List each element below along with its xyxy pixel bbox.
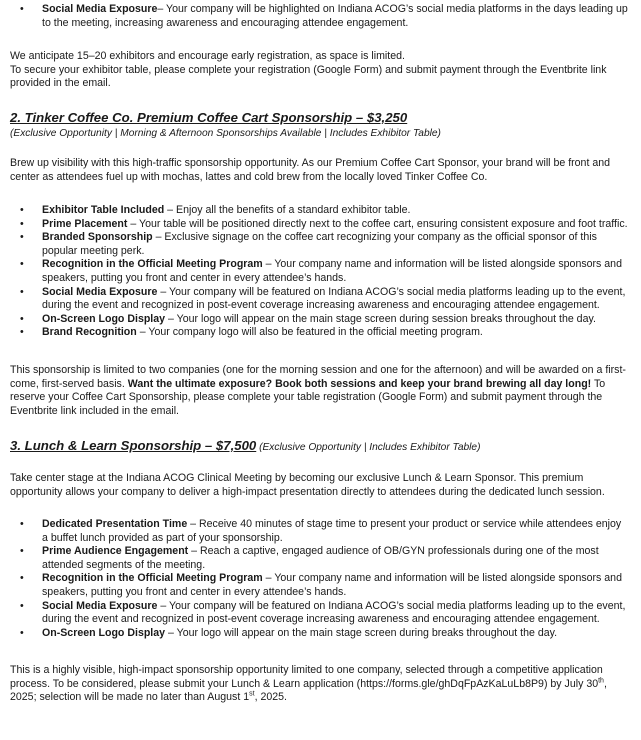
bullet-icon: • [20, 545, 24, 558]
section-closing [10, 364, 629, 418]
list-item [10, 3, 629, 30]
bullet-icon: • [20, 572, 24, 585]
bullet-icon: • [20, 217, 24, 230]
bullet-icon: • [20, 599, 24, 612]
closing-text: ) by July 30 [543, 677, 599, 690]
section-2-closing [10, 364, 629, 418]
benefit-text: – Your company logo will also be featured in the official meeting program. [136, 326, 483, 339]
list-item [10, 258, 629, 285]
section-2-heading [10, 110, 629, 141]
benefit-label: Social Media Exposure [42, 599, 158, 612]
benefit-text: – Your company will be highlighted on Indiana ACOG’s social media platforms in the days leading up to the meeting, increasing awareness and encouraging attendee engagement. [42, 3, 628, 29]
bullet-icon: • [20, 285, 24, 298]
closing-text: , 2025; selection will be made no later than August 1 [10, 677, 607, 704]
section-description: Take center stage at the Indiana ACOG Clinical Meeting by becoming our exclusive Lunch & Learn Sponsor. This premium opportunity allows your company to deliver a high-impact presentation directly to attendees during the dedicated lunch session. [10, 472, 605, 498]
section-subtitle: (Exclusive Opportunity | Includes Exhibitor Table) [256, 442, 481, 453]
benefit-text: – Your logo will appear on the main stage screen during breaks throughout the day. [165, 626, 558, 639]
intro-line: We anticipate 15–20 exhibitors and encourage early registration, as space is limited. [10, 50, 405, 62]
section-3-description [10, 472, 629, 499]
top-benefit-list [10, 3, 629, 30]
section-description: Brew up visibility with this high-traffic sponsorship opportunity. As our Premium Coffee Cart Sponsor, your brand will be front and center as attendees fuel up with mochas, lattes and cold brew from the locally loved Tinker Coffee Co. [10, 157, 611, 183]
section-title-line [10, 438, 629, 456]
list-item [10, 313, 629, 327]
ordinal-suffix: th [598, 677, 604, 685]
intro-line: To secure your exhibitor table, please complete your registration (Google Form) and submit payment through the Eventbrite link provided in the email. [10, 63, 607, 90]
application-link[interactable]: https://forms.gle/ghDqFpAzKaLuLb8P9 [360, 677, 544, 690]
bullet-icon: • [20, 3, 24, 15]
list-item [10, 600, 629, 627]
benefit-text: – Enjoy all the benefits of a standard exhibitor table. [164, 204, 411, 216]
benefit-label: Recognition in the Official Meeting Program [42, 572, 263, 585]
closing-text: , 2025. [254, 691, 287, 704]
benefit-text: – Your company will be featured on Indiana ACOG’s social media platforms leading up to the event, during the event and recognized in post-event coverage increasing awareness and encouraging attendee engagement. [42, 285, 626, 312]
list-item [10, 545, 629, 572]
benefit-text: – Receive 40 minutes of stage time to present your product or service while attendees enjoy a buffet lunch provided as part of your sponsorship. [42, 518, 622, 544]
bullet-icon: • [20, 204, 24, 216]
section-3-closing [10, 664, 629, 705]
section-title: 3. Lunch & Learn Sponsorship – $7,500 [10, 438, 257, 453]
list-item [10, 627, 629, 641]
bullet-icon: • [20, 312, 24, 325]
list-item [10, 204, 629, 218]
benefit-label: On-Screen Logo Display [42, 626, 166, 639]
benefit-label: Social Media Exposure [42, 285, 158, 298]
section-3-benefits [10, 518, 629, 640]
benefit-label: Brand Recognition [42, 326, 137, 339]
list-item [10, 572, 629, 599]
bullet-icon: • [20, 258, 24, 271]
benefit-text: – Your logo will appear on the main stage screen during session breaks throughout the day. [165, 312, 596, 325]
section-2-benefits [10, 204, 629, 340]
closing-text: This sponsorship is limited to two companies (one for the morning session and one for the afternoon) and will be awarded on a first-come, first-served basis. [10, 364, 626, 390]
ordinal-suffix: st [249, 690, 255, 698]
benefit-text: – Your table will be positioned directly next to the coffee cart, ensuring consistent exposure and foot traffic. [127, 217, 628, 230]
list-item [10, 326, 629, 340]
benefit-text: – Exclusive signage on the coffee cart recognizing your company as the official sponsor of this popular meeting perk. [42, 231, 597, 257]
benefit-label: Social Media Exposure [42, 3, 158, 15]
benefit-text: – Reach a captive, engaged audience of OB/GYN professionals during one of the most attended segments of the meeting. [42, 545, 599, 571]
benefit-label: Prime Placement [42, 217, 128, 230]
bullet-icon: • [20, 231, 24, 244]
benefit-label: Dedicated Presentation Time [42, 518, 188, 530]
list-item [10, 286, 629, 313]
list-item [10, 518, 629, 545]
benefit-text: – Your company name and information will be listed alongside sponsors and speakers, putting you front and center in every attendee’s hands. [42, 258, 622, 284]
benefit-label: Branded Sponsorship [42, 231, 153, 244]
list-item [10, 218, 629, 232]
bullet-icon: • [20, 326, 24, 339]
section-3-heading [10, 438, 629, 456]
benefit-text: – Your company will be featured on Indiana ACOG’s social media platforms leading up to the event, during the event and recognized in post-event coverage increasing awareness and encouraging attendee engagement. [42, 599, 626, 626]
section-title: 2. Tinker Coffee Co. Premium Coffee Cart Sponsorship – $3,250 [10, 110, 408, 125]
benefit-label: Exhibitor Table Included [42, 204, 165, 216]
bullet-icon: • [20, 518, 24, 530]
closing-highlight: Want the ultimate exposure? Book both sessions and keep your brand brewing all day long! [127, 377, 592, 390]
section-subtitle: (Exclusive Opportunity | Morning & Afternoon Sponsorships Available | Includes Exhibitor Table) [10, 128, 441, 139]
benefit-label: On-Screen Logo Display [42, 312, 166, 325]
exhibitor-intro [10, 50, 629, 91]
benefit-label: Prime Audience Engagement [42, 545, 189, 558]
bullet-icon: • [20, 626, 24, 639]
benefit-text: – Your company name and information will be listed alongside sponsors and speakers, putting you front and center in every attendee’s hands. [42, 572, 622, 598]
benefit-label: Recognition in the Official Meeting Program [42, 258, 263, 271]
closing-text: This is a highly visible, high-impact sponsorship opportunity limited to one company, selected through a competitive application process. To be considered, please submit your Lunch & Learn application ( [10, 664, 603, 690]
section-2-description [10, 157, 629, 184]
closing-text: To reserve your Coffee Cart Sponsorship, please complete your table registration (Google Form) and submit payment through the Eventbrite link included in the email. [10, 377, 606, 417]
section-closing [10, 664, 629, 705]
list-item [10, 231, 629, 258]
